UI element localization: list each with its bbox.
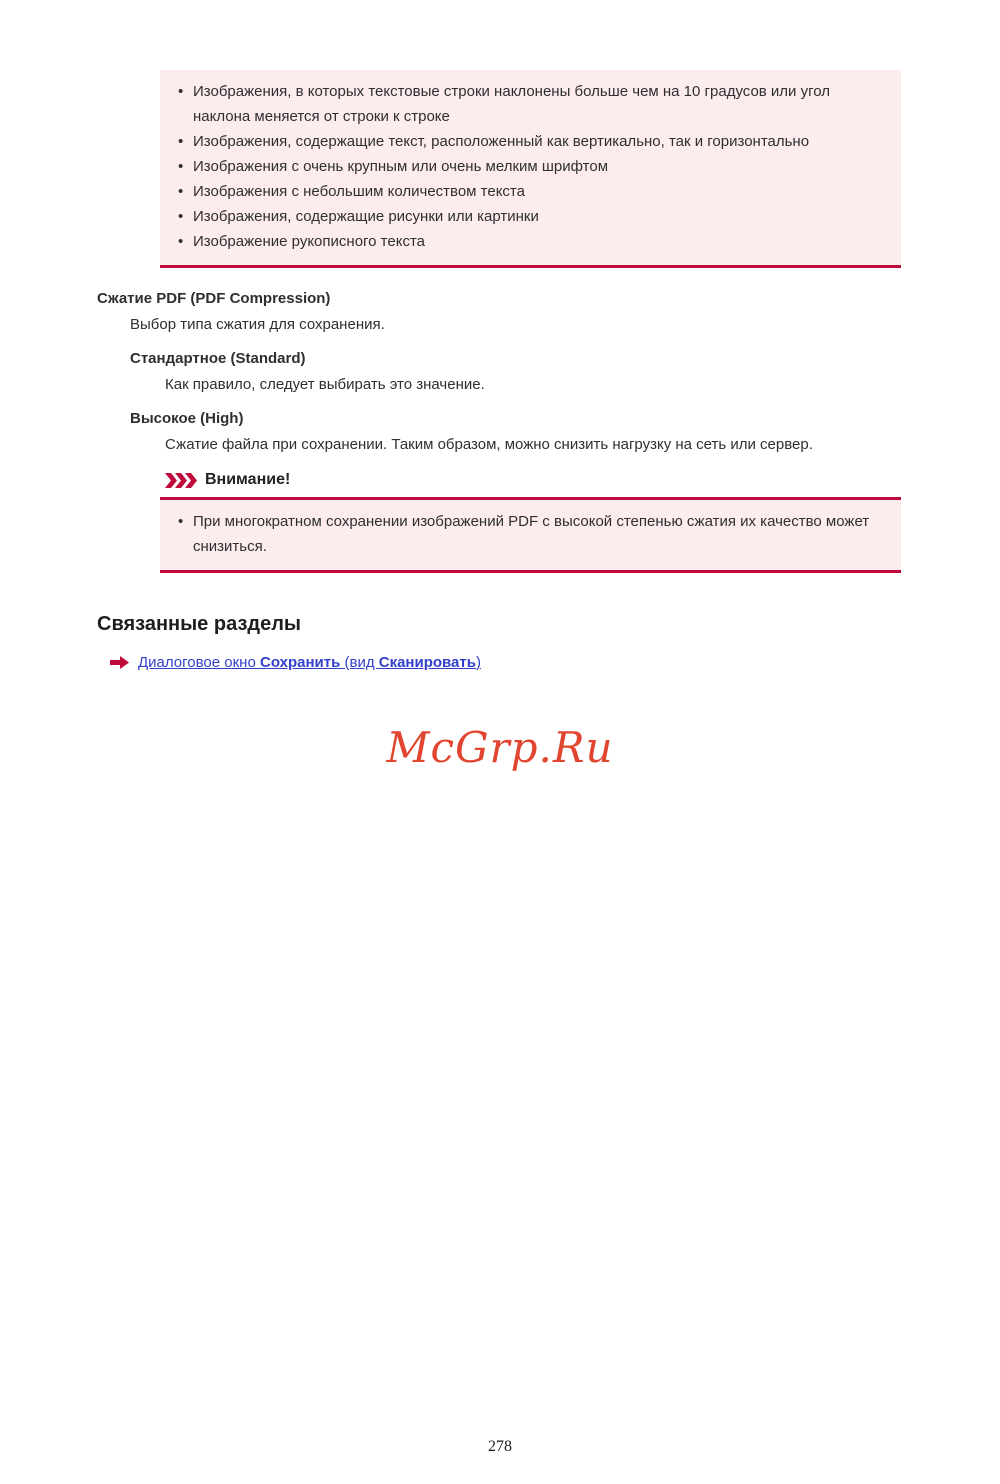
related-link-prefix: Диалоговое окно [138, 654, 260, 671]
bullet-note-box [160, 70, 901, 268]
option-high-text: Сжатие файла при сохранении. Таким образом, можно снизить нагрузку на сеть или сервер. [165, 436, 813, 453]
document-page [0, 70, 1000, 1455]
page-number: 278 [488, 1438, 512, 1455]
related-link-suffix: ) [475, 654, 481, 671]
warning-title: Внимание! [205, 471, 291, 488]
note-item: • Изображение рукописного текста [176, 229, 877, 254]
link-arrow-icon [110, 656, 129, 669]
warning-chevrons-icon [165, 473, 198, 488]
watermark-logo: McGrp.Ru [386, 723, 614, 772]
note-item: • Изображения, содержащие текст, расположенный как вертикально, так и горизонтально [176, 129, 877, 154]
related-topics-heading: Связанные разделы [97, 613, 301, 635]
pdf-compression-heading: Сжатие PDF (PDF Compression) [97, 290, 331, 307]
related-link-bold-save: Сохранить [259, 654, 341, 671]
note-list [176, 79, 877, 254]
warning-item: • При многократном сохранении изображений PDF с высокой степенью сжатия их качество может снизиться. [176, 509, 877, 559]
related-link-row [110, 652, 1000, 673]
note-item: • Изображения с небольшим количеством текста [176, 179, 877, 204]
related-link-bold-scan: Сканировать [378, 654, 476, 671]
related-link-middle: (вид [340, 654, 379, 671]
warning-box [160, 497, 901, 573]
note-item: • Изображения, в которых текстовые строки наклонены больше чем на 10 градусов или угол наклона меняется от строки к строке [176, 79, 877, 129]
option-high-label: Высокое (High) [130, 410, 244, 427]
note-item: • Изображения, содержащие рисунки или картинки [176, 204, 877, 229]
option-standard-text: Как правило, следует выбирать это значение. [165, 376, 485, 393]
option-standard-label: Стандартное (Standard) [130, 350, 306, 367]
related-link[interactable] [138, 652, 481, 673]
warning-list [176, 509, 877, 559]
pdf-compression-description: Выбор типа сжатия для сохранения. [130, 316, 385, 333]
warning-header [165, 471, 1000, 489]
note-item: • Изображения с очень крупным или очень мелким шрифтом [176, 154, 877, 179]
